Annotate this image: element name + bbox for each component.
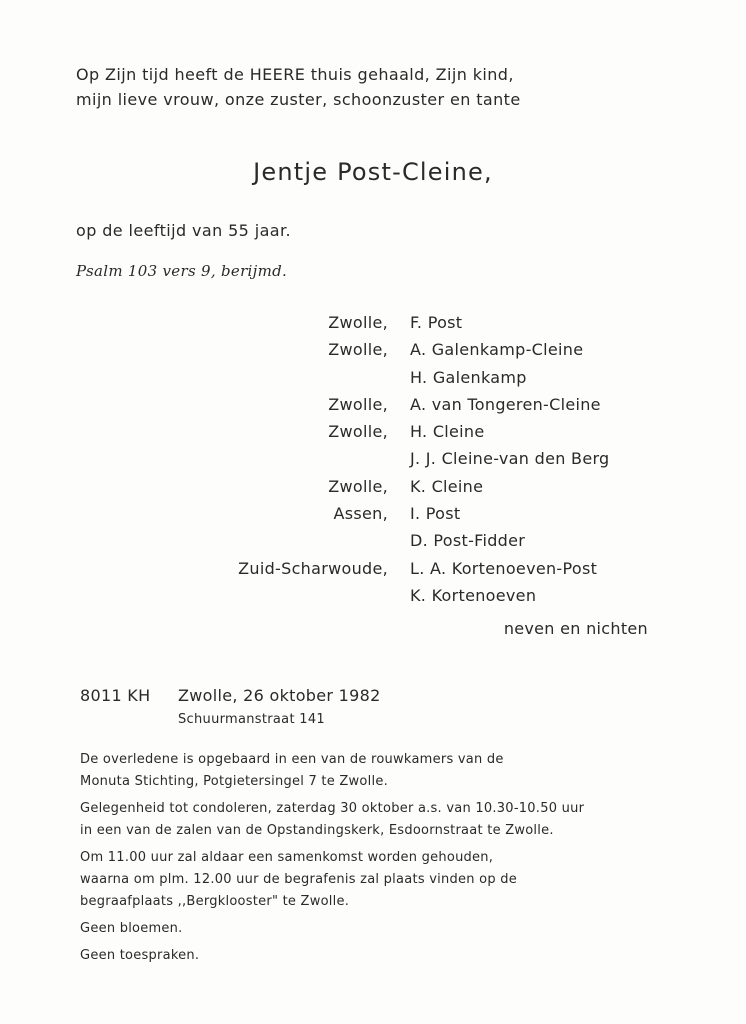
notice-line: Monuta Stichting, Potgietersingel 7 te Zwolle. <box>80 774 388 789</box>
opening-line: mijn lieve vrouw, onze zuster, schoonzuster en tante <box>76 90 521 109</box>
family-person: F. Post <box>410 313 463 332</box>
opening-text <box>76 62 696 112</box>
notice-paragraph <box>80 945 700 967</box>
family-row <box>150 477 690 504</box>
family-person: J. J. Cleine-van den Berg <box>410 449 610 469</box>
family-person: L. A. Kortenoeven-Post <box>410 558 598 578</box>
family-row <box>150 368 690 395</box>
family-place: Zwolle, <box>328 476 388 496</box>
postcode: 8011 KH <box>80 686 151 705</box>
dateline <box>80 686 381 705</box>
deceased-name: Jentje Post-Cleine, <box>253 158 493 186</box>
notice-line: Geen bloemen. <box>80 921 183 936</box>
notice-line: Gelegenheid tot condoleren, zaterdag 30 oktober a.s. van 10.30-10.50 uur <box>80 801 585 816</box>
family-row <box>150 340 690 367</box>
opening-line: Op Zijn tijd heeft de HEERE thuis gehaald, Zijn kind, <box>76 65 514 84</box>
notice-line: in een van de zalen van de Opstandingskerk, Esdoornstraat te Zwolle. <box>80 823 554 838</box>
family-person: D. Post-Fidder <box>410 531 526 551</box>
family-person: K. Kortenoeven <box>410 585 537 605</box>
family-place: Zuid-Scharwoude, <box>238 558 388 578</box>
family-place: Zwolle, <box>328 340 388 360</box>
family-place: Assen, <box>333 504 388 524</box>
family-person: H. Cleine <box>410 422 485 442</box>
family-list <box>150 313 690 613</box>
notice-paragraph <box>80 847 700 913</box>
family-place: Zwolle, <box>328 422 388 442</box>
family-person: A. Galenkamp-Cleine <box>410 340 584 360</box>
family-row <box>150 395 690 422</box>
family-person: A. van Tongeren-Cleine <box>410 394 601 414</box>
notice-paragraph <box>80 749 700 793</box>
notice-line: waarna om plm. 12.00 uur de begrafenis zal plaats vinden op de <box>80 872 517 887</box>
family-row <box>150 504 690 531</box>
family-row <box>150 422 690 449</box>
family-row <box>150 313 690 340</box>
family-row <box>150 586 690 613</box>
notice-line: De overledene is opgebaard in een van de rouwkamers van de <box>80 752 504 767</box>
notice-paragraph <box>80 798 700 842</box>
street-address: Schuurmanstraat 141 <box>178 712 325 727</box>
family-place: Zwolle, <box>328 313 388 332</box>
notice-paragraph <box>80 918 700 940</box>
notice-line: begraafplaats ,,Bergklooster" te Zwolle. <box>80 894 350 909</box>
family-place: Zwolle, <box>328 394 388 414</box>
family-row <box>150 531 690 558</box>
notice-line: Geen toespraken. <box>80 948 200 963</box>
family-person: H. Galenkamp <box>410 367 527 387</box>
relatives-line: neven en nichten <box>503 619 648 638</box>
psalm-reference: Psalm 103 vers 9, berijmd. <box>76 262 288 280</box>
family-person: I. Post <box>410 504 461 524</box>
family-person: K. Cleine <box>410 476 484 496</box>
city-date: Zwolle, 26 oktober 1982 <box>178 686 381 705</box>
family-row <box>150 449 690 476</box>
funeral-notices <box>80 749 700 972</box>
notice-line: Om 11.00 uur zal aldaar een samenkomst worden gehouden, <box>80 850 494 865</box>
family-row <box>150 559 690 586</box>
age-line: op de leeftijd van 55 jaar. <box>76 221 292 240</box>
